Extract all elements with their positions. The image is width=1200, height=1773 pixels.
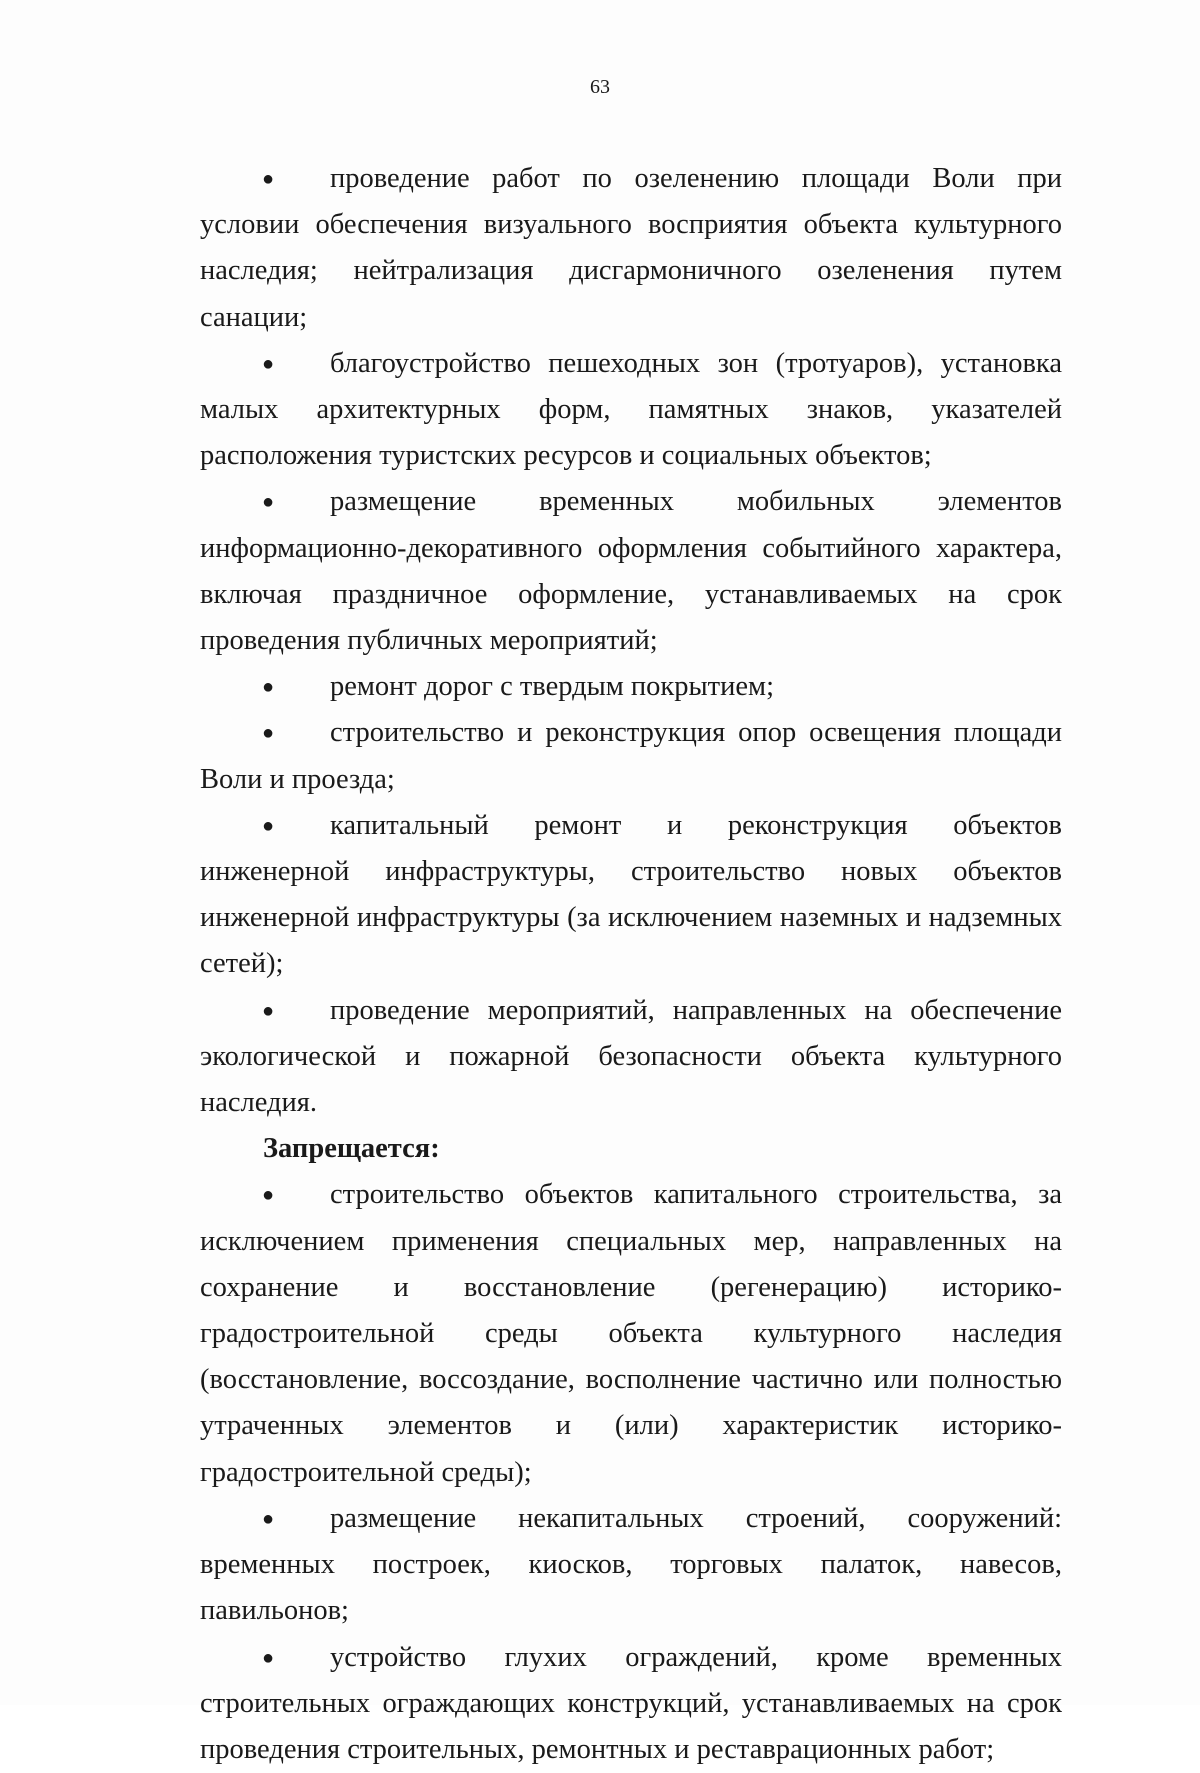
list-item — [200, 1172, 1062, 1495]
bullet-icon: ● — [262, 341, 274, 387]
bullet-icon: ● — [262, 1496, 274, 1542]
list-item-text: размещение временных мобильных элементов информационно-декоративного оформления событийного характера, включая праздничное оформление, устанавливаемых на срок проведения публичных мероприятий; — [200, 486, 1062, 656]
list-item — [200, 1635, 1062, 1773]
page-number: 63 — [0, 76, 1200, 99]
list-item — [200, 664, 1062, 710]
bullet-icon: ● — [262, 479, 274, 525]
list-item — [200, 803, 1062, 988]
list-item-text: ремонт дорог с твердым покрытием; — [330, 671, 774, 702]
list-item-text: строительство и реконструкция опор освещения площади Воли и проезда; — [200, 717, 1062, 794]
list-item-text: строительство объектов капитального строительства, за исключением применения специальных мер, направленных на сохранение и восстановление (регенерацию) историко-градостроительной среды объекта культурного наследия (восстановление, воссоздание, восполнение частично или полностью утраченных элементов и (или) характеристик историко-градостроительной среды); — [200, 1179, 1062, 1487]
list-item — [200, 156, 1062, 341]
list-item — [200, 988, 1062, 1127]
bullet-icon: ● — [262, 156, 274, 202]
list-item — [200, 710, 1062, 802]
section-heading: Запрещается: — [200, 1126, 1062, 1172]
list-item — [200, 479, 1062, 664]
document-body — [200, 156, 1062, 1773]
bullet-icon: ● — [262, 710, 274, 756]
list-item-text: капитальный ремонт и реконструкция объектов инженерной инфраструктуры, строительство новых объектов инженерной инфраструктуры (за исключением наземных и надземных сетей); — [200, 810, 1062, 980]
list-item — [200, 341, 1062, 480]
bullet-icon: ● — [262, 1172, 274, 1218]
list-item — [200, 1496, 1062, 1635]
bullet-icon: ● — [262, 1635, 274, 1681]
bullet-icon: ● — [262, 664, 274, 710]
bullet-icon: ● — [262, 803, 274, 849]
list-item-text: размещение некапитальных строений, сооружений: временных построек, киосков, торговых палаток, навесов, павильонов; — [200, 1503, 1062, 1626]
list-item-text: проведение мероприятий, направленных на обеспечение экологической и пожарной безопасности объекта культурного наследия. — [200, 995, 1062, 1118]
bullet-icon: ● — [262, 988, 274, 1034]
list-item-text: благоустройство пешеходных зон (тротуаров), установка малых архитектурных форм, памятных знаков, указателей расположения туристских ресурсов и социальных объектов; — [200, 348, 1062, 471]
list-item-text: устройство глухих ограждений, кроме временных строительных ограждающих конструкций, устанавливаемых на срок проведения строительных, ремонтных и реставрационных работ; — [200, 1642, 1062, 1765]
list-item-text: проведение работ по озеленению площади Воли при условии обеспечения визуального восприятия объекта культурного наследия; нейтрализация дисгармоничного озеленения путем санации; — [200, 163, 1062, 333]
